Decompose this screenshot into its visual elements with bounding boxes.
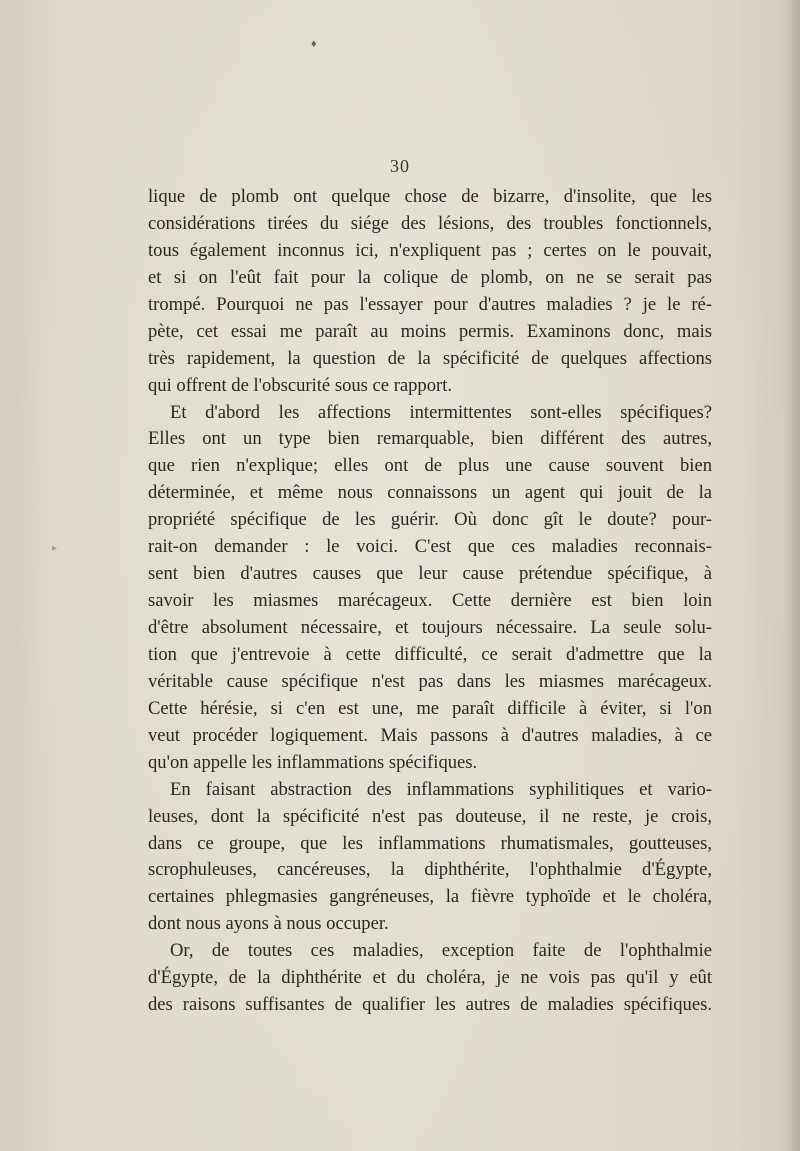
text-line: pète, cet essai me paraît au moins permis. Examinons donc, mais — [148, 320, 712, 342]
text-line: propriété spécifique de les guérir. Où donc gît le doute? pour- — [148, 509, 712, 531]
text-line: déterminée, et même nous connaissons un agent qui jouit de la — [148, 482, 712, 504]
text-line: que rien n'explique; elles ont de plus une cause souvent bien — [148, 455, 712, 477]
text-line: dans ce groupe, que les inflammations rhumatismales, goutteuses, — [148, 832, 712, 854]
text-line: lique de plomb ont quelque chose de bizarre, d'insolite, que les — [148, 186, 712, 207]
text-line: certaines phlegmasies gangréneuses, la fièvre typhoïde et le choléra, — [148, 886, 712, 908]
text-line: Cette hérésie, si c'en est une, me paraît difficile à éviter, si l'on — [148, 697, 712, 719]
text-line: et si on l'eût fait pour la colique de plomb, on ne se serait pas — [148, 266, 712, 288]
text-line: considérations tirées du siége des lésions, des troubles fonctionnels, — [148, 212, 712, 234]
text-line: Or, de toutes ces maladies, exception faite de l'ophthalmie — [170, 940, 712, 962]
text-line: véritable cause spécifique n'est pas dans les miasmes marécageux. — [148, 670, 712, 692]
text-line: tion que j'entrevoie à cette difficulté, ce serait d'admettre que la — [148, 643, 712, 665]
marginal-mark-top: ♦ — [311, 38, 317, 50]
text-line: leuses, dont la spécificité n'est pas douteuse, il ne reste, je crois, — [148, 805, 712, 827]
text-line: d'Égypte, de la diphthérite et du choléra, je ne vois pas qu'il y eût — [148, 967, 712, 989]
text-line: qu'on appelle les inflammations spécifiques. — [148, 751, 478, 773]
text-line: rait-on demander : le voici. C'est que ces maladies reconnais- — [148, 536, 712, 558]
text-line: très rapidement, la question de la spécificité de quelques affections — [148, 347, 712, 369]
text-line: trompé. Pourquoi ne pas l'essayer pour d'autres maladies ? je le ré- — [148, 293, 712, 315]
text-line: dont nous ayons à nous occuper. — [148, 913, 389, 935]
text-line: Elles ont un type bien remarquable, bien différent des autres, — [148, 428, 712, 450]
text-line: savoir les miasmes marécageux. Cette dernière est bien loin — [148, 590, 712, 612]
page-number: 30 — [390, 156, 410, 176]
text-line: qui offrent de l'obscurité sous ce rapport. — [148, 374, 453, 396]
body-text — [148, 184, 712, 1019]
text-line: scrophuleuses, cancéreuses, la diphthérite, l'ophthalmie d'Égypte, — [148, 859, 712, 881]
text-line: Et d'abord les affections intermittentes sont-elles spécifiques? — [170, 401, 712, 423]
marginal-mark-left: ▸ — [52, 543, 58, 554]
text-line: En faisant abstraction des inflammations syphilitiques et vario- — [170, 778, 712, 800]
text-line: d'être absolument nécessaire, et toujours nécessaire. La seule solu- — [148, 617, 712, 638]
text-line: tous également inconnus ici, n'expliquent pas ; certes on le pouvait, — [148, 239, 712, 261]
text-line: des raisons suffisantes de qualifier les autres de maladies spécifiques. — [148, 994, 712, 1016]
text-line: veut procéder logiquement. Mais passons à d'autres maladies, à ce — [148, 724, 712, 746]
text-line: sent bien d'autres causes que leur cause prétendue spécifique, à — [148, 563, 712, 585]
